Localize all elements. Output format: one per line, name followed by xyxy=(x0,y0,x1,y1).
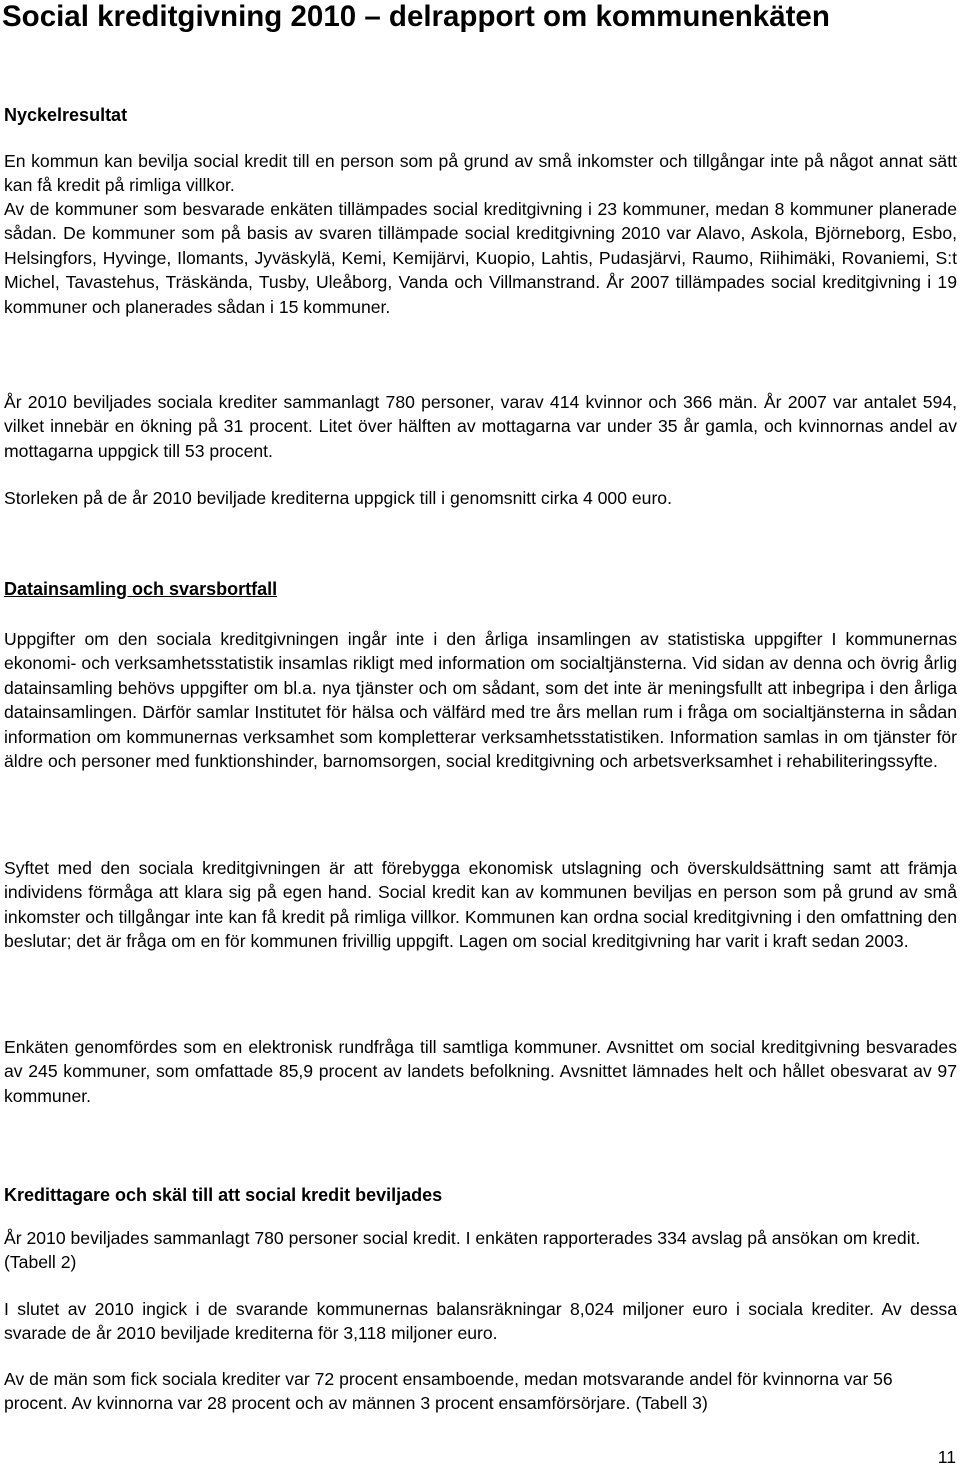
heading-kredittagare: Kredittagare och skäl till att social kredit beviljades xyxy=(4,1185,443,1205)
paragraph-datainsamling-2: Syftet med den sociala kreditgivningen är att förebygga ekonomisk utslagning och överskuldsättning samt att främja individens förmåga att klara sig på egen hand. Social kredit kan av kommunen beviljas en person som på grund av små inkomster och tillgångar inte kan få kredit på rimliga villkor. Kommunen kan ordna social kreditgivning i den omfattning den beslutar; det är fråga om en för kommunen frivillig uppgift. Lagen om social kreditgivning har varit i kraft sedan 2003. xyxy=(4,858,957,952)
paragraph-datainsamling-3: Enkäten genomfördes som en elektronisk rundfråga till samtliga kommuner. Avsnittet om social kreditgivning besvarades av 245 kommuner, som omfattade 85,9 procent av landets befolkning. Avsnittet lämnades helt och hållet obesvarat av 97 kommuner. xyxy=(4,1037,957,1106)
paragraph-nyckel-2: Av de kommuner som besvarade enkäten tillämpades social kreditgivning i 23 kommuner, medan 8 kommuner planerade sådan. De kommuner som på basis av svaren tillämpade social kreditgivning 2010 var Alavo, Askola, Björneborg, Esbo, Helsingfors, Hyvinge, Ilomants, Jyväskylä, Kemi, Kemijärvi, Kuopio, Lahtis, Pudasjärvi, Raumo, Riihimäki, Rovaniemi, S:t Michel, Tavastehus, Träskända, Tusby, Uleåborg, Vanda och Villmanstrand. År 2007 tillämpades social kreditgivning i 19 kommuner och planerades sådan i 15 kommuner. xyxy=(4,199,957,317)
heading-nyckelresultat: Nyckelresultat xyxy=(4,105,128,125)
paragraph-nyckel-1: En kommun kan bevilja social kredit till en person som på grund av små inkomster och tillgångar inte på något annat sätt kan få kredit på rimliga villkor. xyxy=(4,151,957,196)
paragraph-kredittagare-2: I slutet av 2010 ingick i de svarande kommunernas balansräkningar 8,024 miljoner euro i sociala krediter. Av dessa svarade de år 2010 beviljade krediterna för 3,118 miljoner euro. xyxy=(4,1299,957,1344)
paragraph-kredittagare-1: År 2010 beviljades sammanlagt 780 personer social kredit. I enkäten rapporterades 334 avslag på ansökan om kredit. (Tabell 2) xyxy=(4,1228,921,1273)
paragraph-nyckel-3: År 2010 beviljades sociala krediter sammanlagt 780 personer, varav 414 kvinnor och 366 män. År 2007 var antalet 594, vilket innebär en ökning på 31 procent. Litet över hälften av mottagarna var under 35 år gamla, och kvinnornas andel av mottagarna uppgick till 53 procent. xyxy=(4,392,957,461)
paragraph-datainsamling-1: Uppgifter om den sociala kreditgivningen ingår inte i den årliga insamlingen av statistiska uppgifter I kommunernas ekonomi- och verksamhetsstatistik insamlas rikligt med information om socialtjänsterna. Vid sidan av denna och övrig årlig datainsamling behövs uppgifter om bl.a. nya tjänster och om sådant, som det inte är meningsfullt att inbegripa i den årliga datainsamlingen. Därför samlar Institutet för hälsa och välfärd med tre års mellan rum i fråga om socialtjänsterna in sådan information om kommunernas verksamhet som kompletterar verksamhetsstatistiken. Information samlas in om tjänster för äldre och personer med funktionshinder, barnomsorgen, social kreditgivning och arbetsverksamhet i rehabiliteringssyfte. xyxy=(4,629,957,772)
heading-datainsamling: Datainsamling och svarsbortfall xyxy=(4,579,278,599)
page-number: 11 xyxy=(937,1447,956,1467)
paragraph-kredittagare-3: Av de män som fick sociala krediter var 72 procent ensamboende, medan motsvarande andel för kvinnorna var 56 procent. Av kvinnorna var 28 procent och av männen 3 procent ensamförsörjare. (Tabell 3) xyxy=(4,1369,893,1414)
document-title: Social kreditgivning 2010 – delrapport om kommunenkäten xyxy=(2,0,830,33)
paragraph-nyckel-4: Storleken på de år 2010 beviljade krediterna uppgick till i genomsnitt cirka 4 000 euro. xyxy=(4,488,672,508)
